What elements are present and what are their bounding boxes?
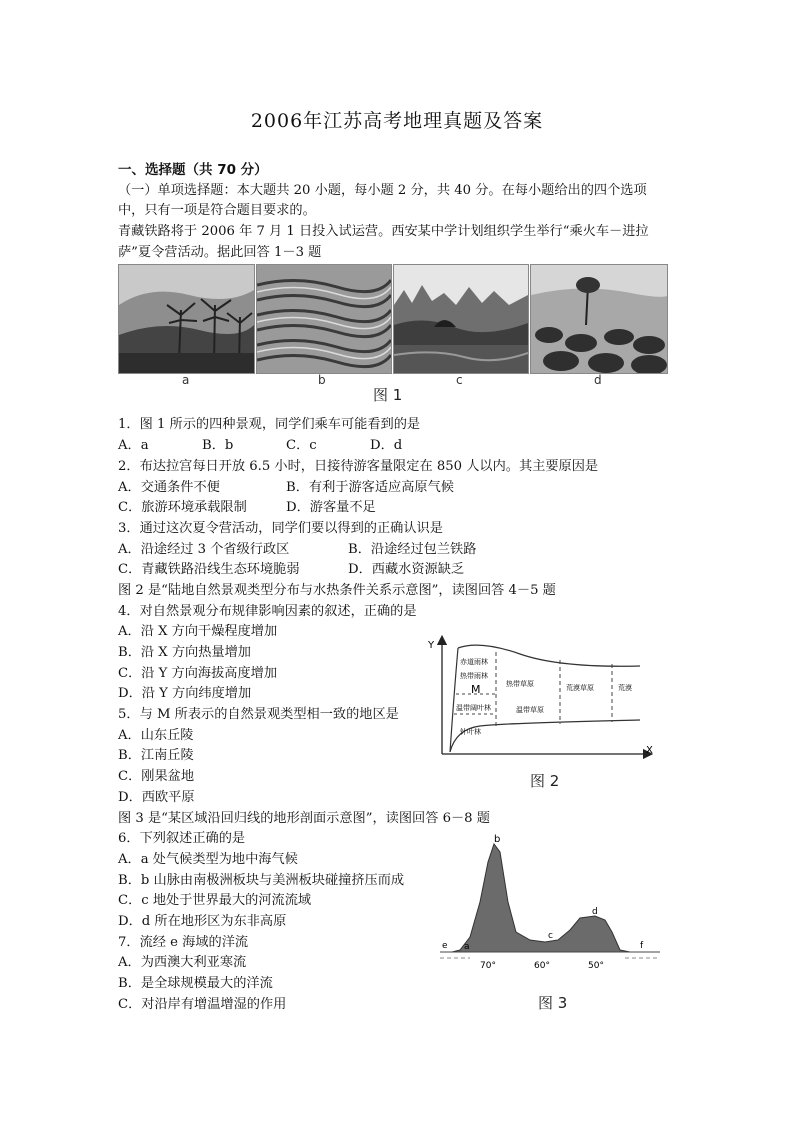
lon-50: 50° bbox=[588, 961, 604, 971]
photo-d-label: d bbox=[594, 373, 602, 387]
point-b: b bbox=[494, 834, 501, 845]
point-f: f bbox=[640, 941, 644, 951]
q3-option-d: D．西藏水资源缺乏 bbox=[348, 562, 465, 578]
y-axis-label: Y bbox=[428, 640, 435, 651]
q5-option-d: D．西欧平原 bbox=[118, 789, 195, 805]
zone-label-8: 荒漠 bbox=[618, 684, 632, 692]
q2-stem: 2．布达拉宫每日开放 6.5 小时，日接待游客量限定在 850 人以内。其主要原因是 bbox=[118, 458, 599, 474]
point-d: d bbox=[592, 907, 598, 917]
point-c: c bbox=[548, 931, 553, 941]
q3-options-row-2 bbox=[118, 560, 678, 581]
zone-label-3: 温带阔叶林 bbox=[456, 704, 491, 712]
q4-option-b: B．沿 X 方向热量增加 bbox=[118, 645, 251, 660]
intro-6-8: 图 3 是“某区域沿回归线的地形剖面示意图”，读图回答 6－8 题 bbox=[118, 810, 490, 826]
q6-option-d: D．d 所在地形区为东非高原 bbox=[118, 913, 287, 929]
q5-stem: 5．与 M 所表示的自然景观类型相一致的地区是 bbox=[118, 707, 399, 723]
page-title: 2006年江苏高考地理真题及答案 bbox=[250, 110, 544, 132]
q4-option-d: D．沿 Y 方向纬度增加 bbox=[118, 686, 252, 702]
zone-label-m: M bbox=[471, 683, 481, 696]
q5-option-b: B．江南丘陵 bbox=[118, 748, 194, 764]
figure1-caption: 图 1 bbox=[373, 386, 403, 404]
figure-2 bbox=[420, 634, 656, 794]
figure-1 bbox=[118, 262, 668, 402]
zone-label-4: 针叶林 bbox=[460, 728, 481, 736]
q3-options-row-1 bbox=[118, 540, 678, 561]
photo-d bbox=[530, 264, 668, 374]
q5-option-a: A．山东丘陵 bbox=[118, 727, 194, 743]
q7-option-a: A．为西澳大利亚寒流 bbox=[118, 955, 247, 971]
q1-options bbox=[118, 436, 678, 457]
figure2-caption: 图 2 bbox=[530, 772, 560, 790]
zone-label-1: 赤道雨林 bbox=[460, 658, 488, 666]
point-e: e bbox=[442, 941, 448, 951]
q2-option-c: C．旅游环境承载限制 bbox=[118, 500, 247, 516]
q5-option-c: C．刚果盆地 bbox=[118, 769, 195, 785]
photo-c-label: c bbox=[456, 373, 463, 387]
terrain-profile bbox=[452, 844, 630, 952]
photo-a bbox=[118, 264, 255, 374]
lower-boundary bbox=[450, 720, 640, 752]
q6-option-c: C．c 地处于世界最大的河流流域 bbox=[118, 893, 312, 909]
q2-option-b: B．有利于游客适应高原气候 bbox=[286, 479, 454, 495]
zone-label-5: 热带草原 bbox=[506, 680, 534, 688]
lon-70: 70° bbox=[480, 961, 496, 971]
left-boundary bbox=[450, 648, 458, 752]
lon-60: 60° bbox=[534, 961, 550, 971]
figure-3 bbox=[430, 832, 666, 1018]
intro-1-3-line-2: 萨”夏令营活动。据此回答 1－3 题 bbox=[118, 244, 322, 260]
q7-option-b: B．是全球规模最大的洋流 bbox=[118, 976, 273, 991]
q1-stem: 1．图 1 所示的四种景观，同学们乘车可能看到的是 bbox=[118, 417, 421, 433]
point-a: a bbox=[464, 942, 470, 952]
q6-option-a: A．a 处气候类型为地中海气候 bbox=[118, 851, 298, 867]
q6-stem: 6．下列叙述正确的是 bbox=[118, 831, 246, 847]
zone-label-2: 热带雨林 bbox=[460, 672, 488, 680]
instructions-line-2: 中，只有一项是符合题目要求的。 bbox=[118, 203, 316, 219]
q7-stem: 7．流经 e 海域的洋流 bbox=[118, 934, 249, 950]
q7-option-c: C．对沿岸有增温增湿的作用 bbox=[118, 996, 287, 1012]
zone-label-6: 温带草原 bbox=[516, 706, 544, 714]
q6-option-b: B．b 山脉由南极洲板块与美洲板块碰撞挤压而成 bbox=[118, 872, 405, 888]
q3-stem: 3．通过这次夏令营活动，同学们要以得到的正确认识是 bbox=[118, 520, 443, 536]
q1-option-a: A．a bbox=[118, 438, 149, 454]
q3-option-a: A．沿途经过 3 个省级行政区 bbox=[118, 541, 290, 557]
q4-option-a: A．沿 X 方向干燥程度增加 bbox=[118, 624, 278, 640]
q1-option-b: B．b bbox=[202, 438, 234, 454]
q2-options-row-1 bbox=[118, 478, 678, 499]
q2-option-d: D．游客量不足 bbox=[286, 500, 376, 516]
intro-1-3-line-1: 青藏铁路将于 2006 年 7 月 1 日投入试运营。西安某中学计划组织学生举行“乘火车－进拉 bbox=[118, 224, 649, 240]
q3-option-b: B．沿途经过包兰铁路 bbox=[348, 541, 477, 557]
q1-option-c: C．c bbox=[286, 438, 317, 454]
q2-options-row-2 bbox=[118, 498, 678, 519]
q1-option-d: D．d bbox=[370, 438, 403, 454]
figure3-caption: 图 3 bbox=[538, 994, 568, 1012]
x-axis-label: X bbox=[646, 745, 653, 756]
q3-option-c: C．青藏铁路沿线生态环境脆弱 bbox=[118, 562, 300, 578]
photo-a-label: a bbox=[182, 373, 190, 387]
photo-b bbox=[256, 264, 392, 374]
q4-stem: 4．对自然景观分布规律影响因素的叙述，正确的是 bbox=[118, 603, 417, 619]
intro-4-5: 图 2 是“陆地自然景观类型分布与水热条件关系示意图”，读图回答 4－5 题 bbox=[118, 582, 556, 598]
photo-c bbox=[393, 264, 529, 374]
section-heading: 一、选择题（共 70 分） bbox=[118, 162, 268, 178]
q4-option-c: C．沿 Y 方向海拔高度增加 bbox=[118, 665, 278, 681]
photo-b-label: b bbox=[318, 373, 326, 387]
q2-option-a: A．交通条件不便 bbox=[118, 479, 220, 495]
zone-label-7: 荒漠草原 bbox=[566, 684, 594, 692]
instructions-line-1: （一）单项选择题：本大题共 20 小题，每小题 2 分，共 40 分。在每小题给出的四个选项 bbox=[118, 182, 647, 198]
